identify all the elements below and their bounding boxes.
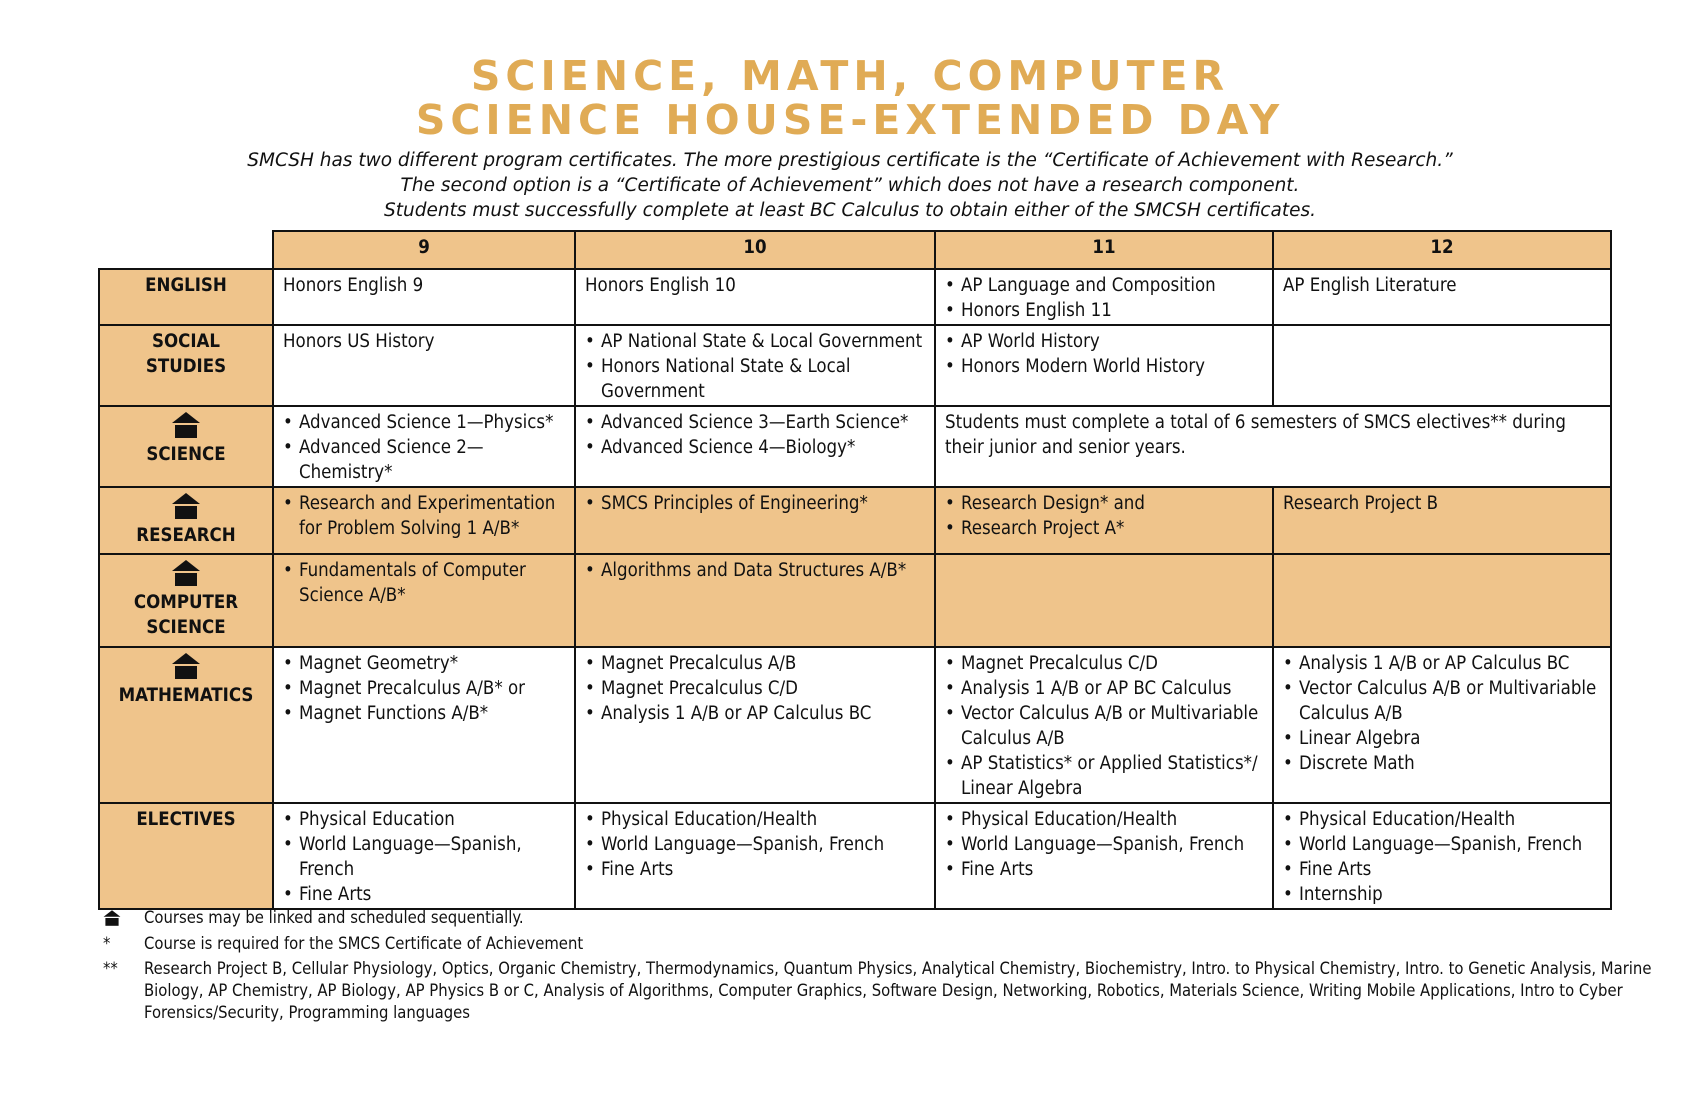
house-icon [103,909,121,927]
science-grade-10 [575,406,935,487]
course-list [283,410,565,485]
social-studies-label: SOCIAL STUDIES [99,325,273,406]
course-list [585,651,925,726]
course-list [283,651,565,726]
electives-row [99,803,1611,909]
house-icon [171,651,201,681]
course-list [1283,807,1601,907]
course-item: • World Language—Spanish, French [283,832,565,882]
course-item: • Honors Modern World History [945,354,1263,379]
course-item: • Internship [1283,882,1601,907]
house-icon [171,491,201,521]
course-item: • AP Language and Composition [945,273,1263,298]
house-icon [171,410,201,440]
research-grade-10 [575,487,935,554]
course-list [945,651,1263,801]
english-grade-10: Honors English 10 [575,269,935,325]
course-item: • Fine Arts [283,882,565,907]
mathematics-row [99,647,1611,803]
electives-grade-12 [1273,803,1611,909]
course-list [283,807,565,907]
course-item: • Physical Education/Health [1283,807,1601,832]
course-list [585,807,925,882]
course-item: • Advanced Science 4—Biology* [585,435,925,460]
course-item: • Research Project A* [945,516,1263,541]
course-item: • Magnet Precalculus C/D [945,651,1263,676]
course-grid-table [98,230,1612,910]
footnote-text: Course is required for the SMCS Certificate of Achievement [144,934,584,953]
intro-line: SMCSH has two different program certificates. The more prestigious certificate is the “Certificate of Achievement with Research.” [247,150,1453,171]
page-title-line-1: SCIENCE, MATH, COMPUTER [470,52,1230,100]
course-item: • Magnet Geometry* [283,651,565,676]
math-grade-9 [273,647,575,803]
course-list [585,410,925,460]
course-item: • Analysis 1 A/B or AP Calculus BC [585,701,925,726]
social-grade-12 [1273,325,1611,406]
electives-grade-10 [575,803,935,909]
course-item: • Advanced Science 2—Chemistry* [283,435,565,485]
course-item: • Vector Calculus A/B or Multivariable Calculus A/B [945,701,1263,751]
course-item: • Magnet Functions A/B* [283,701,565,726]
course-item: • Analysis 1 A/B or AP BC Calculus [945,676,1263,701]
computer-science-row [99,554,1611,647]
footnote-text: Courses may be linked and scheduled sequentially. [144,908,524,927]
math-grade-10 [575,647,935,803]
course-item: • Physical Education [283,807,565,832]
science-row [99,406,1611,487]
social-grade-11 [935,325,1273,406]
cs-grade-9 [273,554,575,647]
course-item: • Honors English 11 [945,298,1263,323]
course-item: • Advanced Science 3—Earth Science* [585,410,925,435]
course-item: • Magnet Precalculus A/B* or [283,676,565,701]
course-item: • Vector Calculus A/B or Multivariable Calculus A/B [1283,676,1601,726]
intro-line: The second option is a “Certificate of Achievement” which does not have a research component. [400,175,1300,196]
course-list [945,807,1263,882]
course-item: • Fine Arts [585,857,925,882]
course-list [585,329,925,404]
cs-grade-12 [1273,554,1611,647]
course-item: • Discrete Math [1283,751,1601,776]
mathematics-label: MATHEMATICS [99,647,273,803]
research-grade-12: Research Project B [1273,487,1611,554]
course-item: • World Language—Spanish, French [1283,832,1601,857]
intro-line: Students must successfully complete at least BC Calculus to obtain either of the SMCSH certificates. [384,200,1316,221]
research-label: RESEARCH [99,487,273,554]
course-item: • AP Statistics* or Applied Statistics*/ Linear Algebra [945,751,1263,801]
house-icon [171,558,201,588]
course-list [945,329,1263,379]
course-list [283,558,565,608]
research-row [99,487,1611,554]
grade-10-header: 10 [575,231,935,269]
course-item: • Research Design* and [945,491,1263,516]
english-row [99,269,1611,325]
course-item: • SMCS Principles of Engineering* [585,491,925,516]
footnote-symbol: ** [103,959,118,978]
course-item: • Advanced Science 1—Physics* [283,410,565,435]
course-item: • World Language—Spanish, French [585,832,925,857]
social-studies-row [99,325,1611,406]
research-grade-9 [273,487,575,554]
intro-text [0,148,1700,223]
math-grade-11 [935,647,1273,803]
course-item: • Honors National State & Local Government [585,354,925,404]
course-item: • AP National State & Local Government [585,329,925,354]
course-list [945,491,1263,541]
course-item: • Fundamentals of Computer Science A/B* [283,558,565,608]
english-label: ENGLISH [99,269,273,325]
electives-grade-11 [935,803,1273,909]
course-item: • World Language—Spanish, French [945,832,1263,857]
course-list [945,273,1263,323]
grade-11-header: 11 [935,231,1273,269]
course-list [1283,651,1601,776]
course-list [585,491,925,516]
electives-label: ELECTIVES [99,803,273,909]
math-grade-12 [1273,647,1611,803]
english-grade-9: Honors English 9 [273,269,575,325]
course-item: • Physical Education/Health [585,807,925,832]
course-item: • Fine Arts [1283,857,1601,882]
social-grade-9: Honors US History [273,325,575,406]
course-item: • Magnet Precalculus A/B [585,651,925,676]
course-item: • Algorithms and Data Structures A/B* [585,558,925,583]
english-grade-11 [935,269,1273,325]
course-item: • Research and Experimentation for Problem Solving 1 A/B* [283,491,565,541]
computer-science-label: COMPUTER SCIENCE [99,554,273,647]
grade-9-header: 9 [273,231,575,269]
science-grade-9 [273,406,575,487]
science-grade-11-12: Students must complete a total of 6 semesters of SMCS electives** during their junior and senior years. [935,406,1611,487]
social-grade-10 [575,325,935,406]
electives-grade-9 [273,803,575,909]
grade-header-row [99,231,1611,269]
footnote-symbol: * [103,934,111,953]
header-corner [99,231,273,269]
footnote-text: Research Project B, Cellular Physiology, Optics, Organic Chemistry, Thermodynamics, Quantum Physics, Analytical Chemistry, Biochemistry, Intro. to Physical Chemistry, Intro. to Genetic Analysis, Marine Biology, AP Chemistry, AP Biology, AP Physics B or C, Analysis of Algorithms, Computer Graphics, Software Design, Networking, Robotics, Materials Science, Writing Mobile Applications, Intro to Cyber Forensics/Security, Programming languages [144,959,1652,1022]
research-grade-11 [935,487,1273,554]
course-item: • Analysis 1 A/B or AP Calculus BC [1283,651,1601,676]
course-item: • Fine Arts [945,857,1263,882]
course-item: • Physical Education/Health [945,807,1263,832]
page-title-line-2: SCIENCE HOUSE-EXTENDED DAY [415,96,1285,144]
science-label: SCIENCE [99,406,273,487]
english-grade-12: AP English Literature [1273,269,1611,325]
cs-grade-11 [935,554,1273,647]
course-item: • Linear Algebra [1283,726,1601,751]
grade-12-header: 12 [1273,231,1611,269]
cs-grade-10 [575,554,935,647]
course-list [283,491,565,541]
course-item: • Magnet Precalculus C/D [585,676,925,701]
course-item: • AP World History [945,329,1263,354]
course-list [585,558,925,583]
